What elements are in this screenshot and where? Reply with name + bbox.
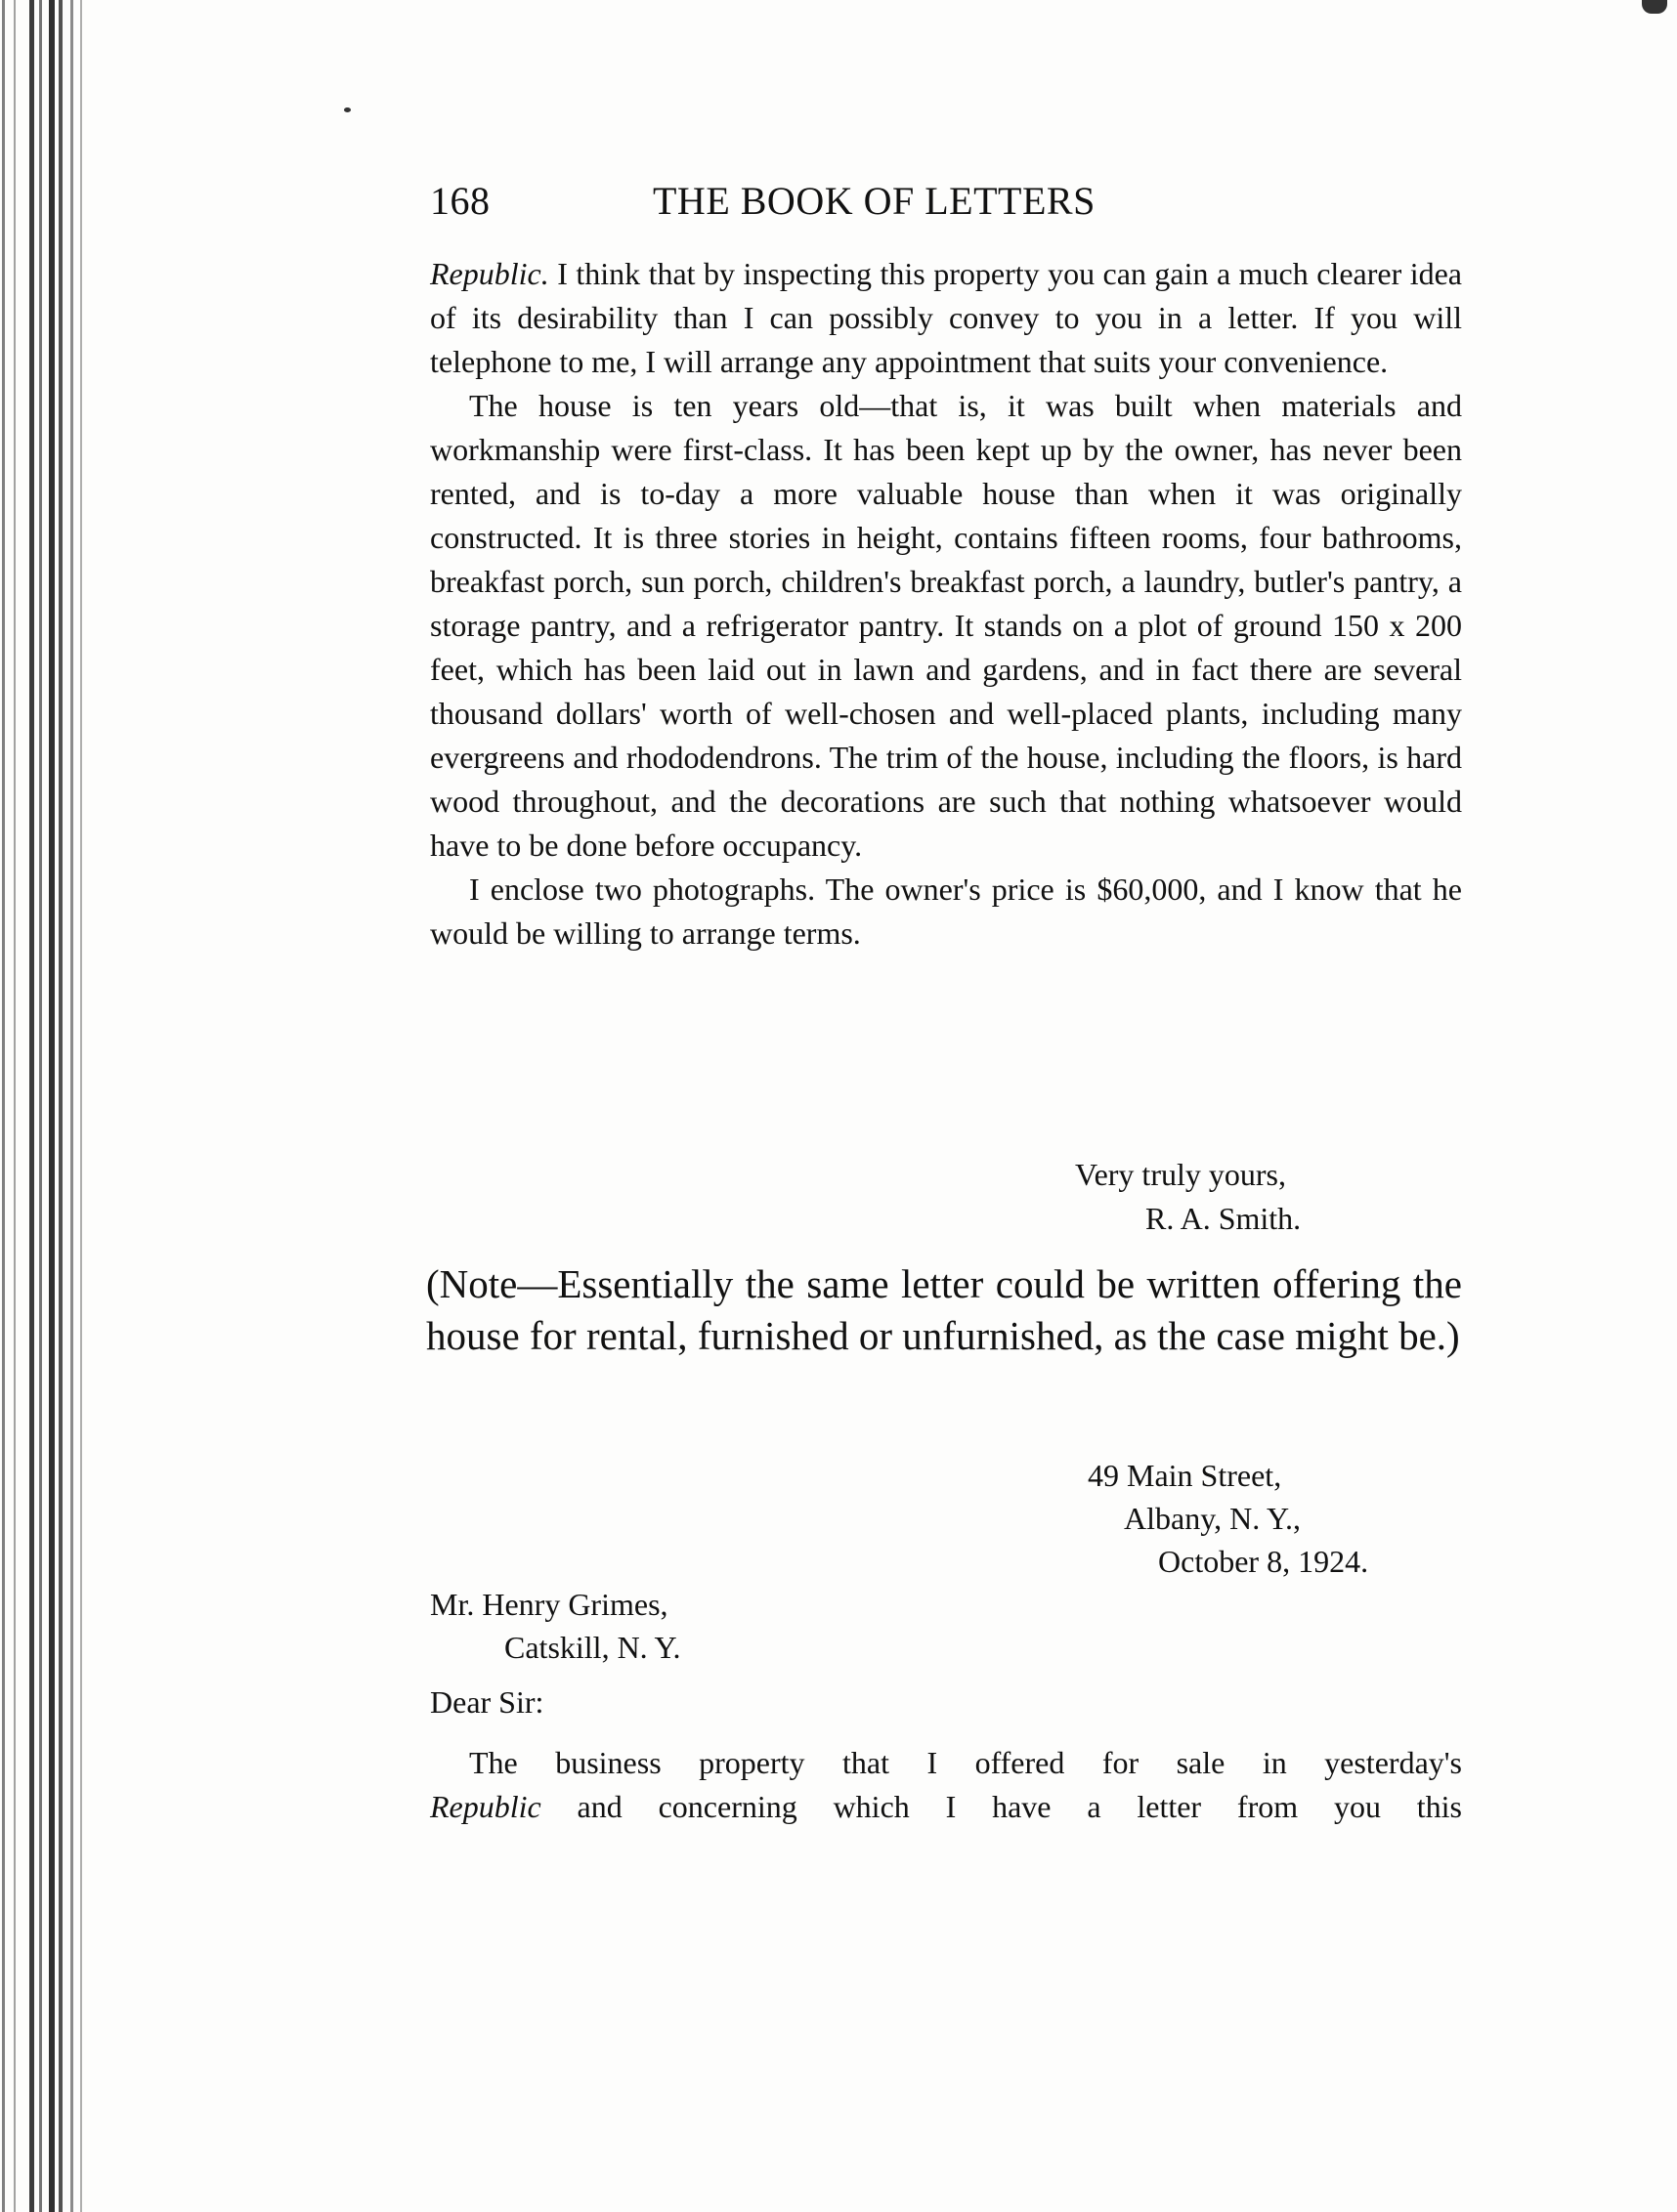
sender-city: Albany, N. Y., <box>1124 1501 1302 1536</box>
recipient-city: Catskill, N. Y. <box>504 1630 681 1665</box>
running-title: THE BOOK OF LETTERS <box>653 179 1096 223</box>
scan-mark <box>1642 0 1667 14</box>
letter-body <box>430 252 1462 956</box>
paragraph-line <box>430 1785 1462 1829</box>
complimentary-close: Very truly yours, <box>1075 1157 1286 1192</box>
italic-publication-name: Republic. <box>430 256 549 291</box>
sender-street: 49 Main Street, <box>1088 1458 1282 1493</box>
salutation: Dear Sir: <box>430 1684 544 1720</box>
second-letter-body <box>430 1741 1462 1829</box>
binding-edge <box>0 0 93 2212</box>
paragraph-line: The business property that I offered for sale in yesterday's <box>469 1745 1462 1780</box>
paragraph: I enclose two photographs. The owner's price is $60,000, and I know that he would be willing to arrange terms. <box>430 872 1462 951</box>
recipient-name: Mr. Henry Grimes, <box>430 1587 668 1622</box>
signature: R. A. Smith. <box>1145 1201 1302 1236</box>
paragraph: The house is ten years old—that is, it was built when materials and workmanship were first-class. It has been kept up by the owner, has never been rented, and is to-day a more valuable house than when it was originally constructed. It is three stories in height, contains fifteen rooms, four bathrooms, breakfast porch, sun porch, children's breakfast porch, a laundry, butler's pantry, a storage pantry, and a refrigerator pantry. It stands on a plot of ground 150 x 200 feet, which has been laid out in lawn and gardens, and in fact there are several thousand dollars' worth of well-chosen and well-placed plants, including many evergreens and rhododendrons. The trim of the house, including the floors, is hard wood throughout, and the decorations are such that nothing whatsoever would have to be done before occupancy. <box>430 388 1462 863</box>
scan-speck <box>344 107 351 112</box>
running-header <box>430 172 1251 231</box>
italic-publication-name: Republic <box>430 1789 541 1824</box>
editorial-note: (Note—Essentially the same letter could be written offering the house for rental, furnished or unfurnished, as the case might be.) <box>426 1261 1462 1358</box>
paragraph <box>430 252 1462 384</box>
paragraph-text: and concerning which I have a letter from you this <box>540 1789 1462 1824</box>
letter-date: October 8, 1924. <box>1158 1544 1369 1579</box>
paragraph-text: I think that by inspecting this property you can gain a much clearer idea of its desirability than I can possibly convey to you in a letter. If you will telephone to me, I will arrange any appointment that suits your convenience. <box>430 256 1462 379</box>
page-number: 168 <box>430 179 491 223</box>
